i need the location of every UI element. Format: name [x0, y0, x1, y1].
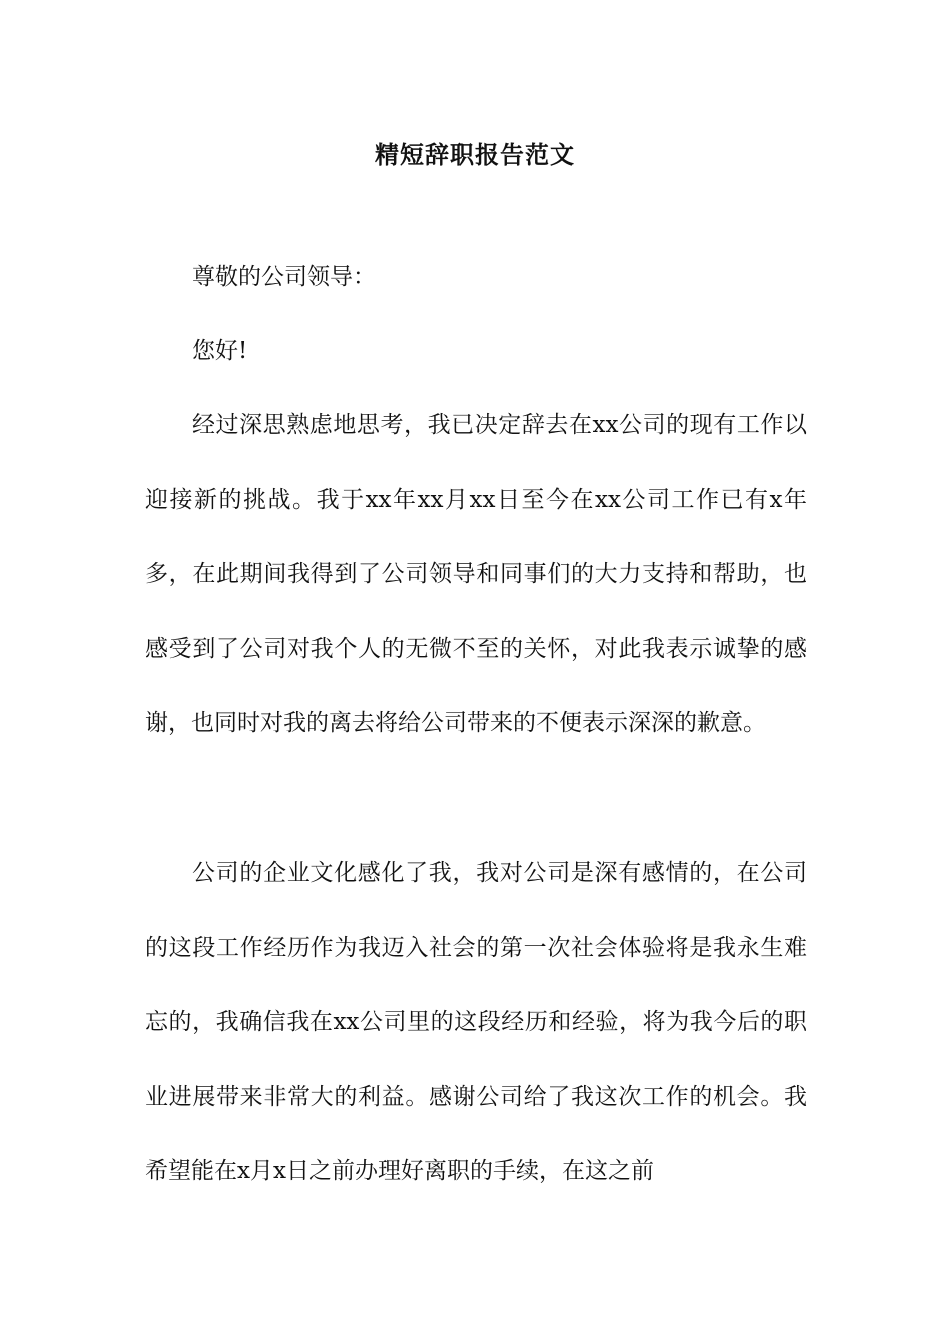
body-paragraph: 经过深思熟虑地思考，我已决定辞去在xx公司的现有工作以迎接新的挑战。我于xx年xx月xx日至今在xx公司工作已有x年多，在此期间我得到了公司领导和同事们的大力支持和帮助，也感受到了公司对我个人的无微不至的关怀，对此我表示诚挚的感谢，也同时对我的离去将给公司带来的不便表示深深的歉意。: [145, 412, 807, 736]
body-paragraph: 公司的企业文化感化了我，我对公司是深有感情的，在公司的这段工作经历作为我迈入社会的第一次社会体验将是我永生难忘的，我确信我在xx公司里的这段经历和经验，将为我今后的职业进展带来非常大的利益。感谢公司给了我这次工作的机会。我希望能在x月x日之前办理好离职的手续，在这之前: [145, 860, 807, 1184]
document-title: 精短辞职报告范文: [375, 140, 575, 169]
hello-line: 您好!: [192, 338, 248, 364]
salutation: 尊敬的公司领导：: [192, 264, 376, 290]
